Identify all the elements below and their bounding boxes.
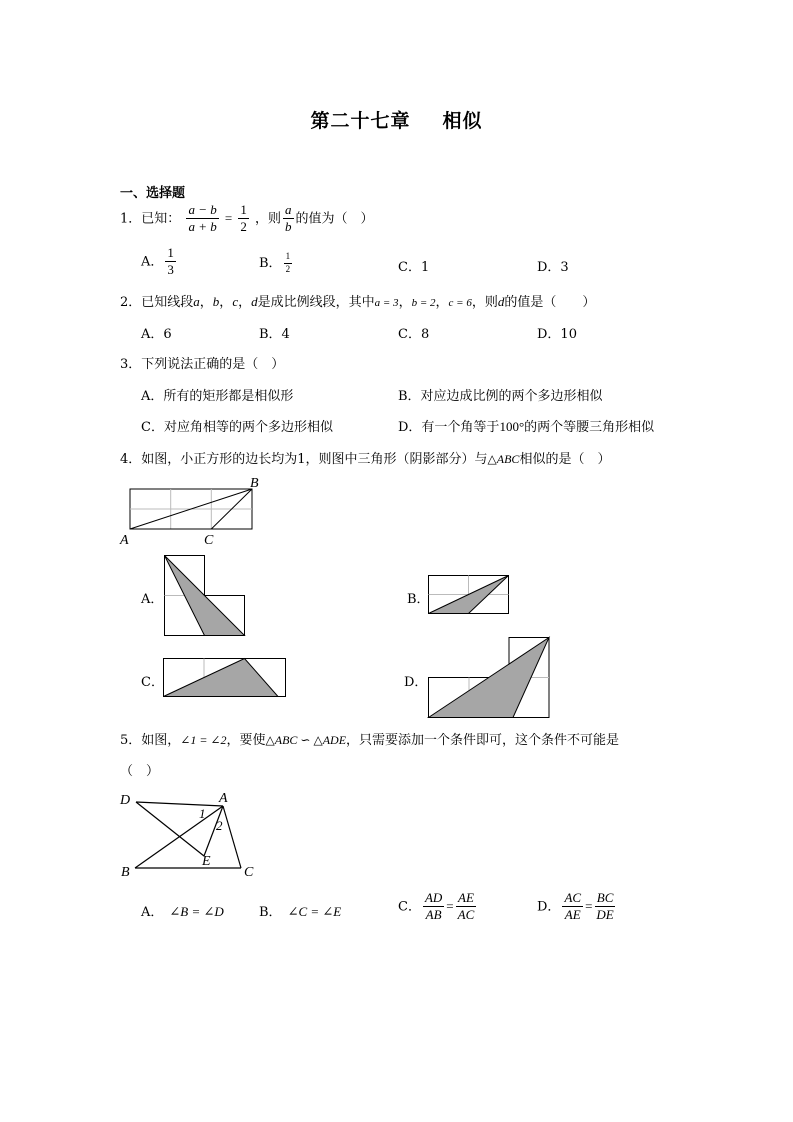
- q5-stem: 5．如图，∠1 = ∠2，要使△ABC ∽ △ADE，只需要添加一个条件即可，这个条件不可能是: [120, 733, 620, 748]
- svg-text:A: A: [219, 791, 228, 806]
- page-title: [0, 106, 793, 133]
- q4-option-b[interactable]: B．: [407, 592, 430, 607]
- q2-option-a[interactable]: A．6: [141, 327, 172, 342]
- q3-option-c[interactable]: C．对应角相等的两个多边形相似: [141, 420, 333, 435]
- q5-answer-paren: （ ）: [120, 764, 160, 779]
- svg-text:D: D: [120, 793, 131, 808]
- q5-option-c[interactable]: C． $\frac{AD}{AB}$ = $\frac{AE}{AC}$: [398, 890, 475, 923]
- q4-option-a-figure[interactable]: [163, 554, 247, 638]
- svg-text:B: B: [121, 865, 130, 880]
- q5-figure: [115, 786, 265, 880]
- q3-option-a[interactable]: A．所有的矩形都是相似形: [141, 389, 294, 404]
- q4-option-d-figure[interactable]: [427, 636, 553, 720]
- q4-option-a[interactable]: A．: [141, 592, 164, 607]
- q2-option-b[interactable]: B．4: [259, 327, 290, 342]
- title-topic: 相似: [442, 110, 483, 132]
- q1-stem: 1．已知： $\frac{a - b}{a + b}$ = $\frac{1}{2}$ ，则 $\frac{a}{b}$ 的值为（ ）: [120, 202, 374, 235]
- q1-option-c[interactable]: C．1: [398, 260, 430, 275]
- q3-option-b[interactable]: B．对应边成比例的两个多边形相似: [398, 389, 603, 404]
- q2-stem: 2．已知线段a，b，c，d是成比例线段，其中a = 3，b = 2，c = 6，则d的值是（ ）: [120, 294, 596, 310]
- svg-text:E: E: [202, 854, 211, 869]
- svg-text:2: 2: [216, 818, 223, 833]
- q3-stem: 3．下列说法正确的是（ ）: [120, 357, 285, 372]
- q4-option-b-figure[interactable]: [427, 574, 511, 616]
- q5-option-d[interactable]: D． $\frac{AC}{AE}$ = $\frac{BC}{DE}$: [537, 890, 614, 923]
- q4-stem: 4．如图，小正方形的边长均为1，则图中三角形（阴影部分）与△ABC相似的是（ ）: [120, 452, 611, 467]
- q5-option-a[interactable]: A． ∠B = ∠D: [141, 904, 224, 920]
- svg-text:1: 1: [199, 806, 206, 821]
- title-chapter: 第二十七章: [310, 110, 411, 132]
- q4-option-d[interactable]: D．: [404, 675, 428, 690]
- label-a: A: [120, 533, 129, 548]
- q5-option-b[interactable]: B． ∠C = ∠E: [259, 904, 342, 920]
- q2-option-d[interactable]: D．10: [537, 327, 577, 342]
- q4-option-c[interactable]: C．: [141, 675, 164, 690]
- label-c: C: [204, 533, 214, 548]
- label-b: B: [250, 476, 259, 491]
- q1-option-b[interactable]: B． $\frac{1}{2}$: [259, 251, 291, 274]
- q2-option-c[interactable]: C．8: [398, 327, 430, 342]
- q1-option-d[interactable]: D．3: [537, 260, 569, 275]
- q1-option-a[interactable]: A． $\frac{1}{3}$: [141, 245, 174, 278]
- svg-text:C: C: [244, 865, 254, 880]
- q4-option-c-figure[interactable]: [162, 657, 288, 699]
- q3-option-d[interactable]: D．有一个角等于100°的两个等腰三角形相似: [398, 419, 655, 435]
- q4-reference-figure: [116, 472, 266, 548]
- section-heading: 一、选择题: [120, 186, 186, 201]
